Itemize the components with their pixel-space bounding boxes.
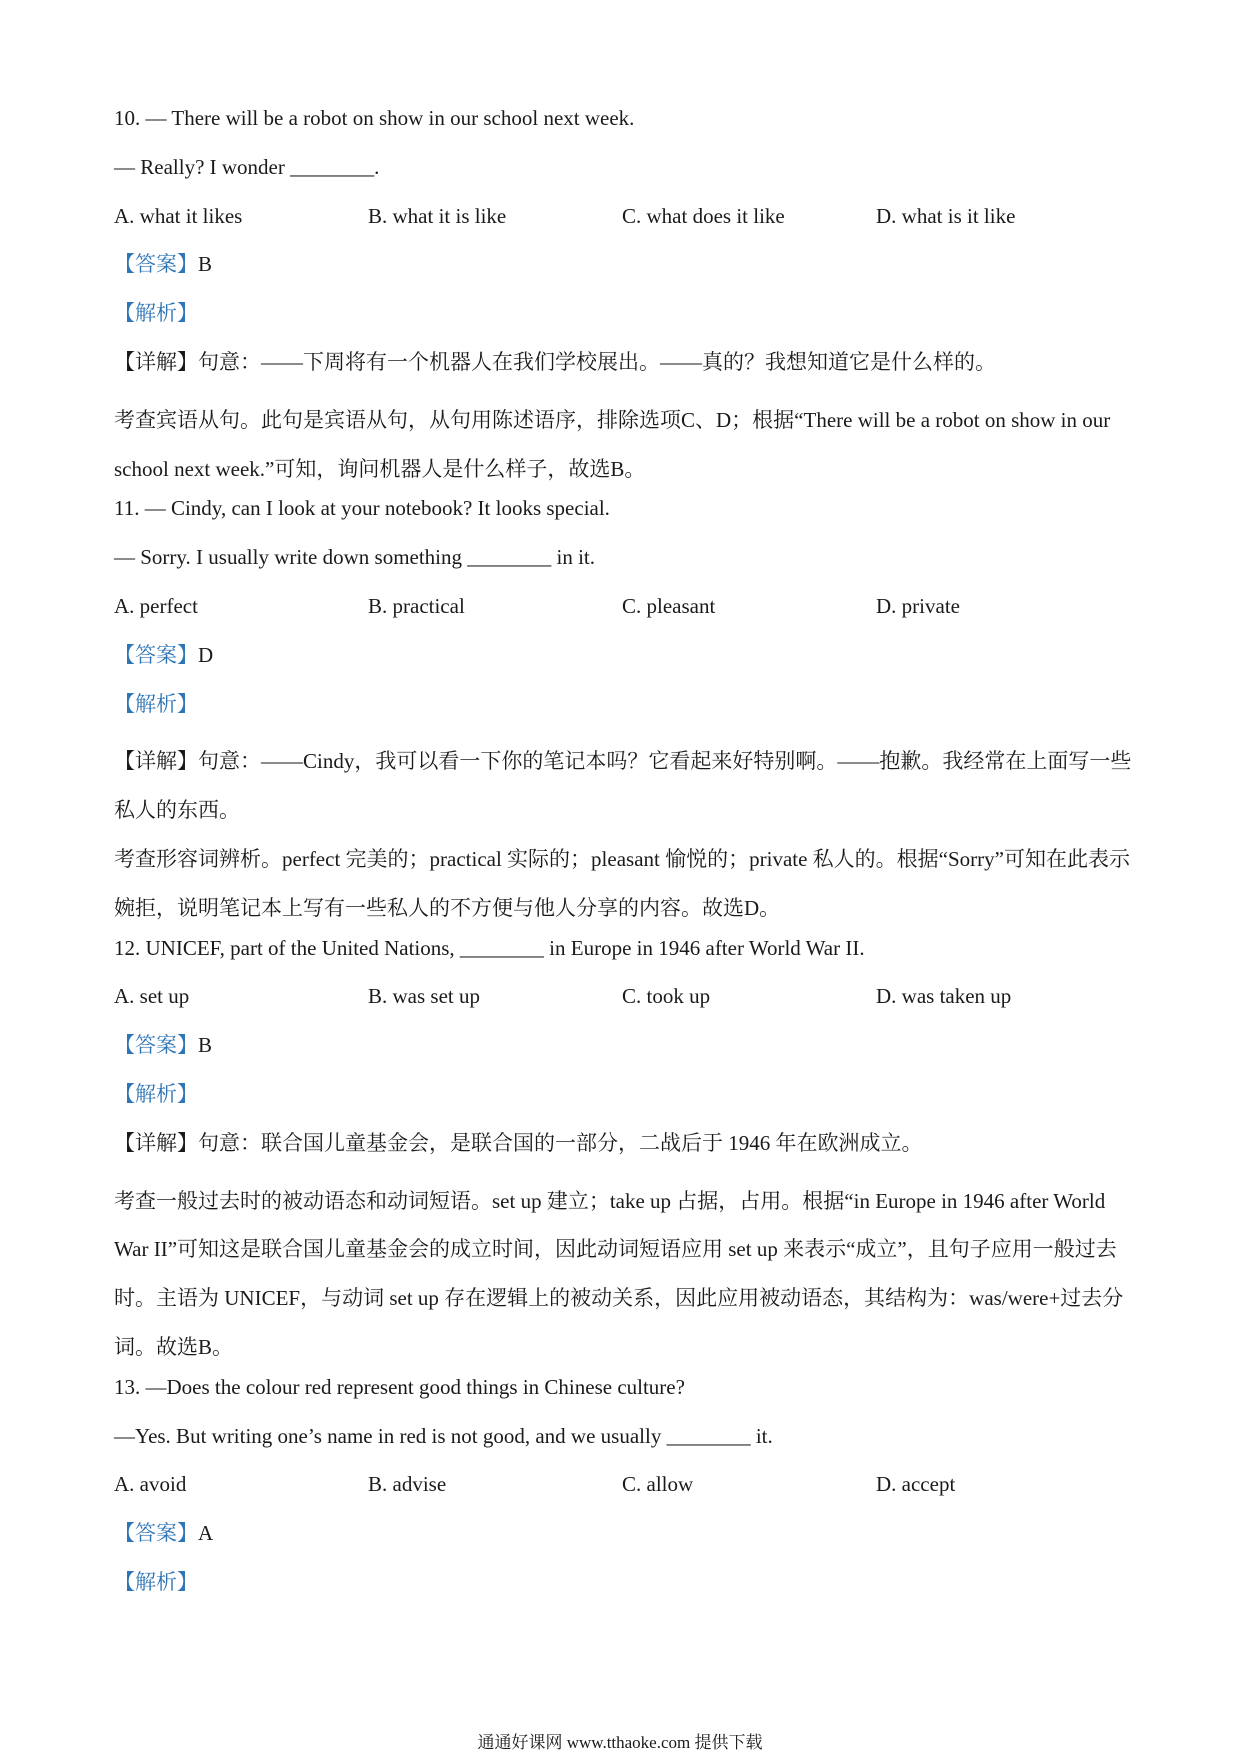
analysis-label: 【解析】 [114, 301, 198, 326]
detail-text: 【详解】句意：联合国儿童基金会，是联合国的一部分，二战后于 1946 年在欧洲成立。 [114, 1130, 923, 1155]
answer-label: 【答案】 [114, 642, 198, 667]
answer-value: B [198, 1033, 213, 1058]
option-a: A. perfect [114, 593, 198, 618]
answer-line [114, 640, 1134, 689]
option-d: D. private [876, 593, 960, 618]
answer-line [114, 1518, 1134, 1567]
question-stem: 12. UNICEF, part of the United Nations, ________ in Europe in 1946 after World War II. [114, 935, 865, 960]
question-12 [114, 933, 1134, 1372]
option-row [114, 981, 1134, 1030]
option-c: C. what does it like [622, 203, 785, 228]
question-stem: 13. —Does the colour red represent good things in Chinese culture? [114, 1374, 685, 1399]
detail-text: 【详解】句意：——Cindy，我可以看一下你的笔记本吗？它看起来好特别啊。——抱歉。我经常在上面写一些私人的东西。 [114, 749, 1132, 823]
explanation-text: 考查一般过去时的被动语态和动词短语。set up 建立；take up 占据，占用。根据“in Europe in 1946 after World War II”可知这是联合国儿童基金会的成立时间，因此动词短语应用 set up 来表示“成立”，且句子应用一般过去时。主语为 UNICEF，与动词 set up 存在逻辑上的被动关系，因此应用被动语态，其结构为：was/were+过去分词。故选B。 [114, 1188, 1124, 1359]
page-content [114, 103, 1134, 1616]
question-11 [114, 493, 1134, 932]
analysis-label: 【解析】 [114, 1569, 198, 1594]
option-a: A. what it likes [114, 203, 243, 228]
question-reply: —Yes. But writing one’s name in red is not good, and we usually ________ it. [114, 1423, 773, 1448]
option-row [114, 201, 1134, 250]
answer-line [114, 1030, 1134, 1079]
answer-line [114, 249, 1134, 298]
option-d: D. was taken up [876, 984, 1012, 1009]
question-stem: 11. — Cindy, can I look at your notebook? It looks special. [114, 496, 610, 521]
question-reply: — Sorry. I usually write down something ________ in it. [114, 545, 596, 570]
analysis-label: 【解析】 [114, 1081, 198, 1106]
option-b: B. advise [368, 1472, 447, 1497]
explanation-text: 考查宾语从句。此句是宾语从句，从句用陈述语序，排除选项C、D；根据“There will be a robot on show in our school next week.”可知，询问机器人是什么样子，故选B。 [114, 407, 1111, 481]
answer-value: A [198, 1521, 214, 1546]
answer-label: 【答案】 [114, 1033, 198, 1058]
answer-value: B [198, 252, 213, 277]
option-a: A. set up [114, 984, 190, 1009]
detail-text: 【详解】句意：——下周将有一个机器人在我们学校展出。——真的？我想知道它是什么样的。 [114, 349, 996, 374]
option-c: C. pleasant [622, 593, 716, 618]
option-d: D. what is it like [876, 203, 1016, 228]
option-b: B. practical [368, 593, 465, 618]
question-reply: — Really? I wonder ________. [114, 154, 380, 179]
option-row [114, 1469, 1134, 1518]
answer-label: 【答案】 [114, 1521, 198, 1546]
option-b: B. what it is like [368, 203, 507, 228]
option-d: D. accept [876, 1472, 956, 1497]
option-row [114, 591, 1134, 640]
option-b: B. was set up [368, 984, 480, 1009]
answer-label: 【答案】 [114, 252, 198, 277]
explanation-text: 考查形容词辨析。perfect 完美的；practical 实际的；pleasant 愉悦的；private 私人的。根据“Sorry”可知在此表示婉拒，说明笔记本上写有一些私人的不方便与他人分享的内容。故选D。 [114, 846, 1130, 920]
option-c: C. allow [622, 1472, 694, 1497]
analysis-label: 【解析】 [114, 691, 198, 716]
page-footer: 通通好课网 www.tthaoke.com 提供下载 [477, 1733, 763, 1752]
question-10 [114, 103, 1134, 493]
question-stem: 10. — There will be a robot on show in our school next week. [114, 106, 635, 130]
answer-value: D [198, 642, 214, 667]
question-13 [114, 1372, 1134, 1616]
option-c: C. took up [622, 984, 711, 1009]
option-a: A. avoid [114, 1472, 187, 1497]
